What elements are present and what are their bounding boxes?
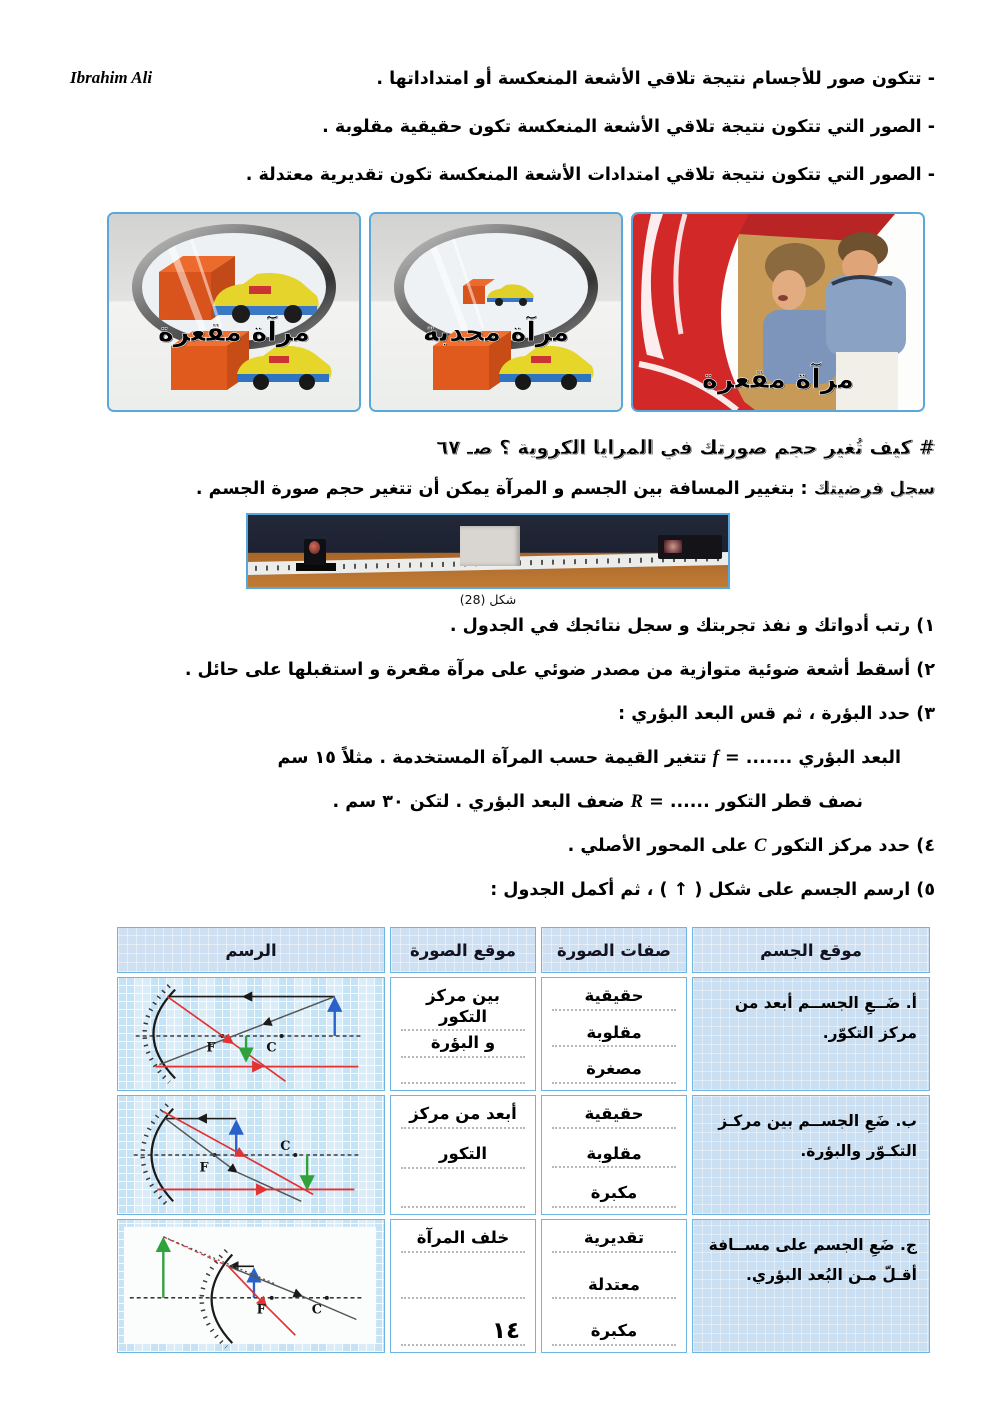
table-row-b — [117, 1095, 930, 1215]
radius-note: ضعف البعد البؤري . لتكن ٣٠ سم . — [332, 792, 625, 812]
lesson-question-heading: # كيف تُغير حجم صورتك في المرايا الكروية ؟ صـ ٦٧ — [436, 436, 935, 459]
focal-blank: = ....... — [725, 748, 793, 768]
hypothesis-label: سجل فرضيتك — [813, 479, 935, 499]
photo-convex-mirror-toys — [369, 212, 623, 412]
ray-diagram-b — [117, 1095, 385, 1215]
bullet-reflected-rays: - تتكون صور للأجسام نتيجة تلاقي الأشعة المنعكسة أو امتداداتها . — [376, 69, 935, 89]
position-line: التكور — [401, 1144, 525, 1169]
ray-diagram-c — [117, 1219, 385, 1353]
prop-line: مكبرة — [552, 1183, 676, 1208]
step-5: ٥) ارسم الجسم على شكل ( ↑ ) ، ثم أكمل الجدول : — [490, 880, 935, 900]
prop-line: حقيقية — [552, 1104, 676, 1129]
radius-label: نصف قطر التكور — [715, 792, 863, 812]
position-line: و البؤرة — [401, 1033, 525, 1058]
bullet-virtual-images: - الصور التي تتكون نتيجة تلاقي امتدادات الأشعة المنعكسة تكون تقديرية معتدلة . — [245, 165, 935, 185]
prop-line: مصغرة — [552, 1059, 676, 1084]
mirror-stand — [304, 539, 326, 565]
header-image-properties: صفات الصورة — [541, 927, 687, 973]
mirror-photos-row — [57, 212, 935, 412]
position-line: أبعد من مركز — [401, 1104, 525, 1129]
page-number: ١٤ — [492, 1318, 521, 1344]
table-row-a — [117, 977, 930, 1091]
radius-line — [57, 791, 935, 813]
radius-blank: = ...... — [649, 792, 710, 812]
hypothesis-text: : بتغيير المسافة بين الجسم و المرآة يمكن أن تتغير حجم صورة الجسم . — [195, 479, 808, 499]
position-line — [401, 1060, 525, 1084]
optical-bench-photo — [246, 513, 730, 589]
step-4-symbol-c: C — [754, 836, 767, 856]
ray-diagram-c-svg — [118, 1220, 384, 1352]
object-position-b: ب. ضَعِ الجســم بين مركـز التكـوّر والبؤرة. — [692, 1095, 930, 1215]
results-table — [112, 923, 935, 1357]
ray-diagram-a-svg — [118, 978, 384, 1090]
object-position-a: أ. ضَــعِ الجســم أبعد من مركز التكوّر. — [692, 977, 930, 1091]
svg-text:C: C — [280, 1139, 291, 1155]
svg-text:F: F — [256, 1302, 266, 1318]
bullet-real-images: - الصور التي تتكون نتيجة تلاقي الأشعة المنعكسة تكون حقيقية مقلوبة . — [322, 117, 935, 137]
procedure-steps — [57, 615, 935, 901]
position-line — [401, 1184, 525, 1208]
light-source — [658, 535, 722, 559]
prop-line: معتدلة — [552, 1275, 676, 1300]
figure-caption: شكل (28) — [459, 592, 517, 607]
focal-length-line — [57, 747, 935, 769]
svg-text:F: F — [199, 1160, 209, 1176]
image-position-a — [390, 977, 536, 1091]
photo-funhouse-mirror-kid — [631, 212, 925, 412]
step-4 — [57, 835, 935, 857]
photo-label-funhouse: مرآة مقعرة — [701, 364, 855, 395]
hypothesis-line — [57, 479, 935, 499]
ray-diagram-a — [117, 977, 385, 1091]
header-object-position: موقع الجسم — [692, 927, 930, 973]
svg-text:F: F — [206, 1040, 216, 1056]
photo-concave-mirror-toys — [107, 212, 361, 412]
white-screen — [460, 526, 520, 566]
prop-line: مقلوبة — [552, 1023, 676, 1048]
step-4-pre: ٤) حدد مركز التكور — [772, 836, 935, 856]
position-line: بين مركز التكور — [401, 986, 525, 1031]
header-image-position: موقع الصورة — [390, 927, 536, 973]
step-1: ١) رتب أدواتك و نفذ تجربتك و سجل نتائجك في الجدول . — [449, 616, 935, 636]
experiment-figure — [246, 513, 730, 607]
ray-diagram-b-svg — [118, 1096, 384, 1214]
concave-toys-illustration — [109, 214, 359, 410]
prop-line: حقيقية — [552, 986, 676, 1011]
focal-symbol-f: f — [712, 748, 719, 768]
photo-label-concave: مرآة مقعرة — [157, 317, 311, 348]
summary-bullets — [57, 68, 935, 186]
header-drawing: الرسم — [117, 927, 385, 973]
focal-note: تتغير القيمة حسب المرآة المستخدمة . مثلاً ١٥ سم — [277, 748, 707, 768]
step-4-post: على المحور الأصلي . — [567, 836, 749, 856]
image-properties-a — [541, 977, 687, 1091]
image-properties-b — [541, 1095, 687, 1215]
radius-symbol-r: R — [630, 792, 643, 812]
focal-label: البعد البؤري — [798, 748, 901, 768]
prop-line: تقديرية — [552, 1228, 676, 1253]
position-line — [401, 1275, 525, 1299]
convex-toys-illustration — [371, 214, 621, 410]
object-position-c: ج. ضَعِ الجسم على مســافة أقـلّ مـن البُعد البؤري. — [692, 1219, 930, 1353]
table-header-row — [117, 927, 930, 973]
prop-line: مكبرة — [552, 1321, 676, 1346]
image-properties-c — [541, 1219, 687, 1353]
position-line: خلف المرآة — [401, 1228, 525, 1253]
svg-text:C: C — [311, 1302, 322, 1318]
step-3: ٣) حدد البؤرة ، ثم قس البعد البؤري : — [618, 704, 935, 724]
author-signature: Ibrahim Ali — [70, 68, 153, 87]
photo-label-convex: مرآة محدبة — [422, 317, 570, 348]
step-2: ٢) أسقط أشعة ضوئية متوازية من مصدر ضوئي على مرآة مقعرة و استقبلها على حائل . — [184, 660, 935, 680]
image-position-b — [390, 1095, 536, 1215]
prop-line: مقلوبة — [552, 1144, 676, 1169]
svg-text:C: C — [266, 1040, 277, 1056]
table-row-c — [117, 1219, 930, 1353]
